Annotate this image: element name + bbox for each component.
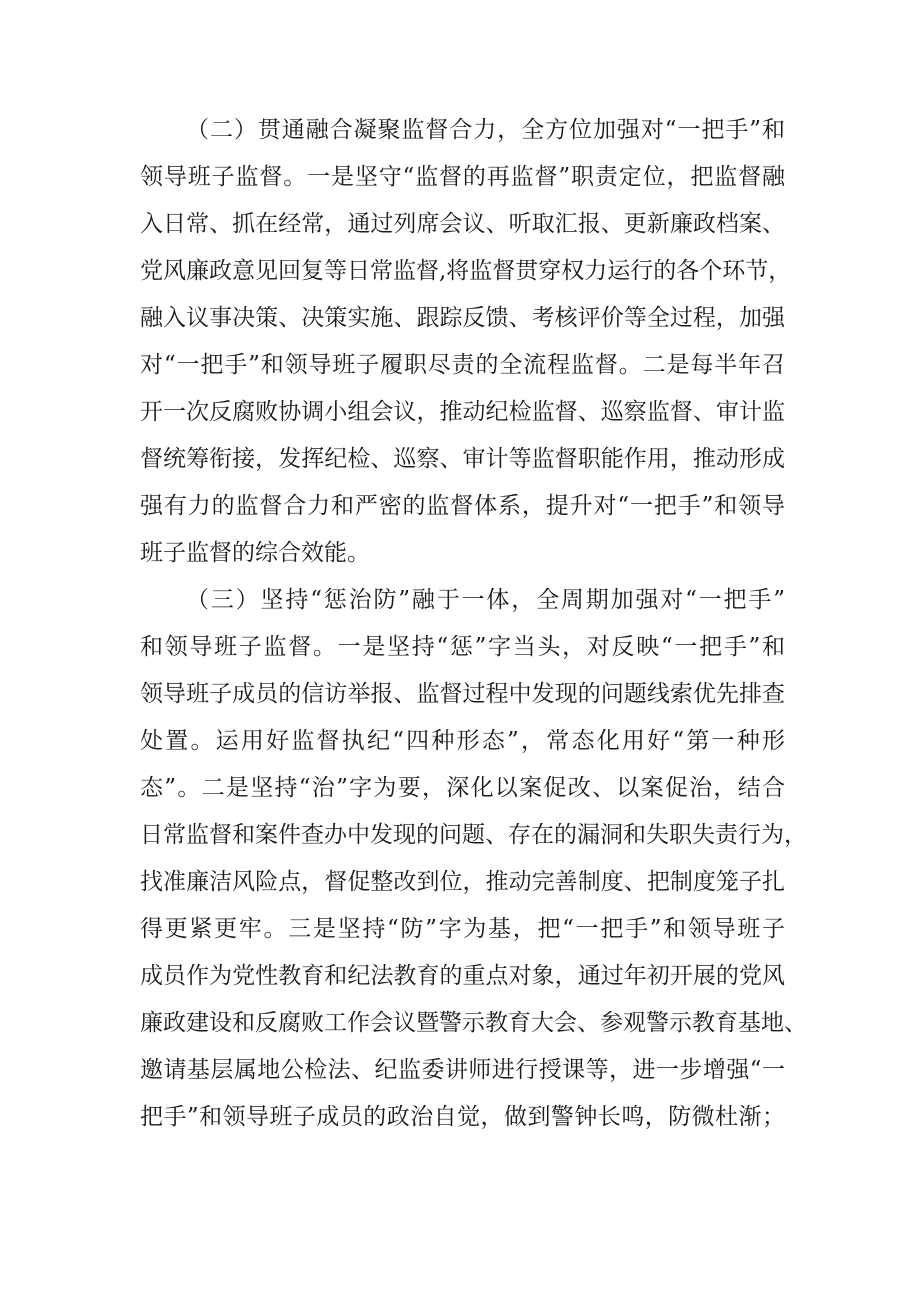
paragraph-3-line-1: （三）坚持“惩治防”融于一体，全周期加强对“一把手” <box>186 587 785 613</box>
paragraph-3-line-9: 成员作为党性教育和纪法教育的重点对象，通过年初开展的党风 <box>140 963 785 989</box>
paragraph-3-line-3: 领导班子成员的信访举报、监督过程中发现的问题线索优先排查 <box>140 681 785 707</box>
paragraph-2-line-1: （二）贯通融合凝聚监督合力，全方位加强对“一把手”和 <box>186 117 785 143</box>
paragraph-2-line-2: 领导班子监督。一是坚守“监督的再监督”职责定位，把监督融 <box>140 164 785 190</box>
paragraph-2-line-10: 班子监督的综合效能。 <box>140 540 370 566</box>
paragraph-3-line-2: 和领导班子监督。一是坚持“惩”字当头，对反映“一把手”和 <box>140 634 785 660</box>
paragraph-3-line-5: 态”。二是坚持“治”字为要，深化以案促改、以案促治，结合 <box>140 775 785 801</box>
paragraph-3-line-11: 邀请基层属地公检法、纪监委讲师进行授课等，进一步增强“一 <box>140 1057 785 1083</box>
paragraph-2-line-9: 强有力的监督合力和严密的监督体系，提升对“一把手”和领导 <box>140 493 785 519</box>
paragraph-3-line-4: 处置。运用好监督执纪“四种形态”，常态化用好“第一种形 <box>140 728 785 754</box>
paragraph-2-line-3: 入日常、抓在经常，通过列席会议、听取汇报、更新廉政档案、 <box>140 211 785 237</box>
paragraph-2-line-8: 督统筹衔接，发挥纪检、巡察、审计等监督职能作用，推动形成 <box>140 446 785 472</box>
paragraph-3-line-6: 日常监督和案件查办中发现的问题、存在的漏洞和失职失责行为， <box>140 822 807 848</box>
paragraph-2-line-4: 党风廉政意见回复等日常监督,将监督贯穿权力运行的各个环节， <box>140 258 792 284</box>
paragraph-2-line-6: 对“一把手”和领导班子履职尽责的全流程监督。二是每半年召 <box>140 352 785 378</box>
paragraph-3-line-12: 把手”和领导班子成员的政治自觉，做到警钟长鸣，防微杜渐； <box>140 1104 785 1130</box>
paragraph-3-line-8: 得更紧更牢。三是坚持“防”字为基，把“一把手”和领导班子 <box>140 916 785 942</box>
paragraph-3-line-10: 廉政建设和反腐败工作会议暨警示教育大会、参观警示教育基地、 <box>140 1010 807 1036</box>
paragraph-3-line-7: 找准廉洁风险点，督促整改到位，推动完善制度、把制度笼子扎 <box>140 869 785 895</box>
paragraph-2-line-5: 融入议事决策、决策实施、跟踪反馈、考核评价等全过程，加强 <box>140 305 785 331</box>
paragraph-2-line-7: 开一次反腐败协调小组会议，推动纪检监督、巡察监督、审计监 <box>140 399 785 425</box>
